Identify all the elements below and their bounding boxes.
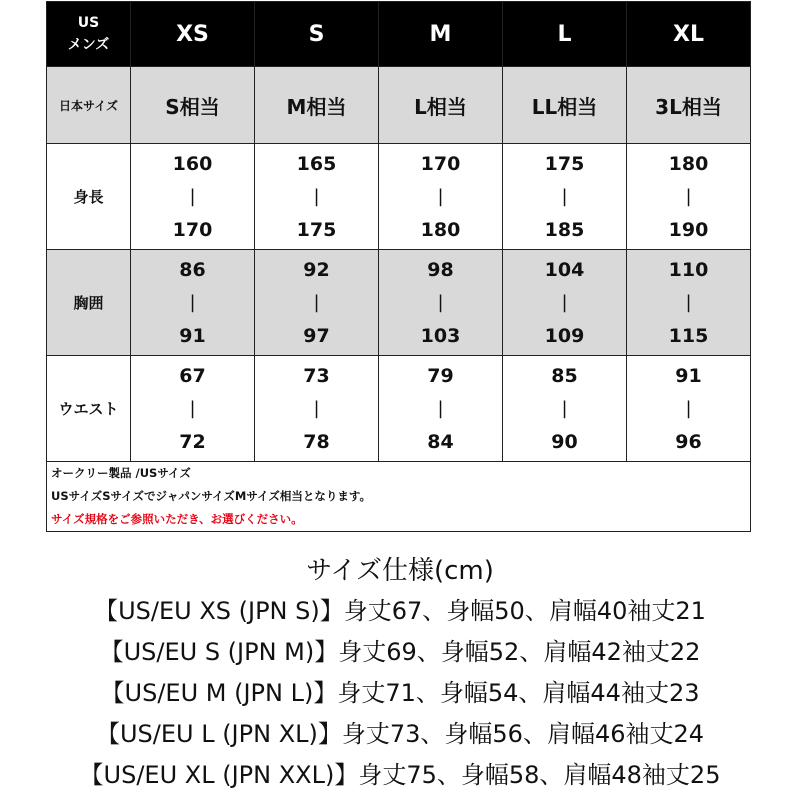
- range-to: 190: [668, 218, 709, 241]
- range-separator: |: [189, 186, 196, 207]
- range-from: 67: [179, 364, 206, 387]
- note-brand: オークリー製品 /USサイズ: [51, 466, 191, 480]
- range-to: 103: [420, 324, 461, 347]
- range-from: 91: [675, 364, 702, 387]
- range-cell: [379, 356, 503, 462]
- range-cell: [255, 144, 379, 250]
- range-separator: |: [561, 398, 568, 419]
- range-from: 165: [296, 152, 337, 175]
- size-header-s: S: [255, 2, 379, 67]
- range-from: 110: [668, 258, 709, 281]
- range-separator: |: [437, 292, 444, 313]
- range-cell: [255, 250, 379, 356]
- jp-size-cell: LL相当: [503, 67, 627, 144]
- range-to: 115: [668, 324, 709, 347]
- range-from: 73: [303, 364, 330, 387]
- range-from: 92: [303, 258, 330, 281]
- range-from: 160: [172, 152, 213, 175]
- note-equivalence: USサイズSサイズでジャパンサイズMサイズ相当となります。: [51, 489, 372, 503]
- range-to: 109: [544, 324, 585, 347]
- size-header-xl: XL: [627, 2, 751, 67]
- range-cell: [503, 250, 627, 356]
- range-cell: [627, 356, 751, 462]
- spec-line: 【US/EU S (JPN M)】身丈69、身幅52、肩幅42袖丈22: [99, 638, 701, 666]
- range-cell: [379, 250, 503, 356]
- range-separator: |: [685, 186, 692, 207]
- range-separator: |: [437, 398, 444, 419]
- jp-size-row: [47, 67, 751, 144]
- chest-label: 胸囲: [47, 250, 131, 356]
- range-separator: |: [561, 292, 568, 313]
- range-cell: [503, 356, 627, 462]
- range-cell: [131, 144, 255, 250]
- range-separator: |: [685, 292, 692, 313]
- range-to: 96: [675, 430, 702, 453]
- header-row: [47, 2, 751, 67]
- range-to: 90: [551, 430, 578, 453]
- range-to: 185: [544, 218, 585, 241]
- size-spec-section: [0, 551, 800, 796]
- notes-cell: [47, 462, 751, 532]
- waist-row: [47, 356, 751, 462]
- range-from: 175: [544, 152, 585, 175]
- range-separator: |: [189, 398, 196, 419]
- spec-line: 【US/EU XL (JPN XXL)】身丈75、身幅58、肩幅48袖丈25: [79, 761, 721, 789]
- range-separator: |: [561, 186, 568, 207]
- header-corner: [47, 2, 131, 67]
- range-separator: |: [685, 398, 692, 419]
- range-cell: [131, 250, 255, 356]
- size-header-l: L: [503, 2, 627, 67]
- range-separator: |: [313, 292, 320, 313]
- range-to: 97: [303, 324, 330, 347]
- range-separator: |: [313, 186, 320, 207]
- range-separator: |: [189, 292, 196, 313]
- size-header-m: M: [379, 2, 503, 67]
- spec-line: 【US/EU M (JPN L)】身丈71、身幅54、肩幅44袖丈23: [100, 679, 700, 707]
- spec-title: サイズ仕様(cm): [306, 556, 494, 586]
- jp-size-cell: L相当: [379, 67, 503, 144]
- spec-line: 【US/EU L (JPN XL)】身丈73、身幅56、肩幅46袖丈24: [95, 720, 705, 748]
- range-from: 170: [420, 152, 461, 175]
- range-to: 175: [296, 218, 337, 241]
- range-from: 85: [551, 364, 578, 387]
- size-chart-table: [46, 1, 751, 532]
- range-to: 78: [303, 430, 330, 453]
- range-separator: |: [313, 398, 320, 419]
- height-row: [47, 144, 751, 250]
- spec-line: 【US/EU XS (JPN S)】身丈67、身幅50、肩幅40袖丈21: [94, 597, 706, 625]
- range-cell: [627, 144, 751, 250]
- range-to: 180: [420, 218, 461, 241]
- height-label: 身長: [47, 144, 131, 250]
- range-to: 84: [427, 430, 454, 453]
- corner-us: US: [77, 15, 100, 31]
- jp-size-cell: S相当: [131, 67, 255, 144]
- waist-label: ウエスト: [47, 356, 131, 462]
- range-cell: [131, 356, 255, 462]
- range-from: 104: [544, 258, 585, 281]
- range-from: 86: [179, 258, 206, 281]
- range-from: 180: [668, 152, 709, 175]
- size-header-xs: XS: [131, 2, 255, 67]
- jp-size-cell: 3L相当: [627, 67, 751, 144]
- range-to: 72: [179, 430, 206, 453]
- corner-mens: メンズ: [67, 37, 110, 53]
- range-separator: |: [437, 186, 444, 207]
- range-cell: [379, 144, 503, 250]
- chest-row: [47, 250, 751, 356]
- range-to: 91: [179, 324, 206, 347]
- range-to: 170: [172, 218, 213, 241]
- range-cell: [255, 356, 379, 462]
- range-from: 79: [427, 364, 454, 387]
- notes-row: [47, 462, 751, 532]
- range-cell: [503, 144, 627, 250]
- jp-size-cell: M相当: [255, 67, 379, 144]
- jp-size-label: 日本サイズ: [47, 67, 131, 144]
- note-warning: サイズ規格をご参照いただき、お選びください。: [51, 512, 303, 526]
- range-from: 98: [427, 258, 454, 281]
- range-cell: [627, 250, 751, 356]
